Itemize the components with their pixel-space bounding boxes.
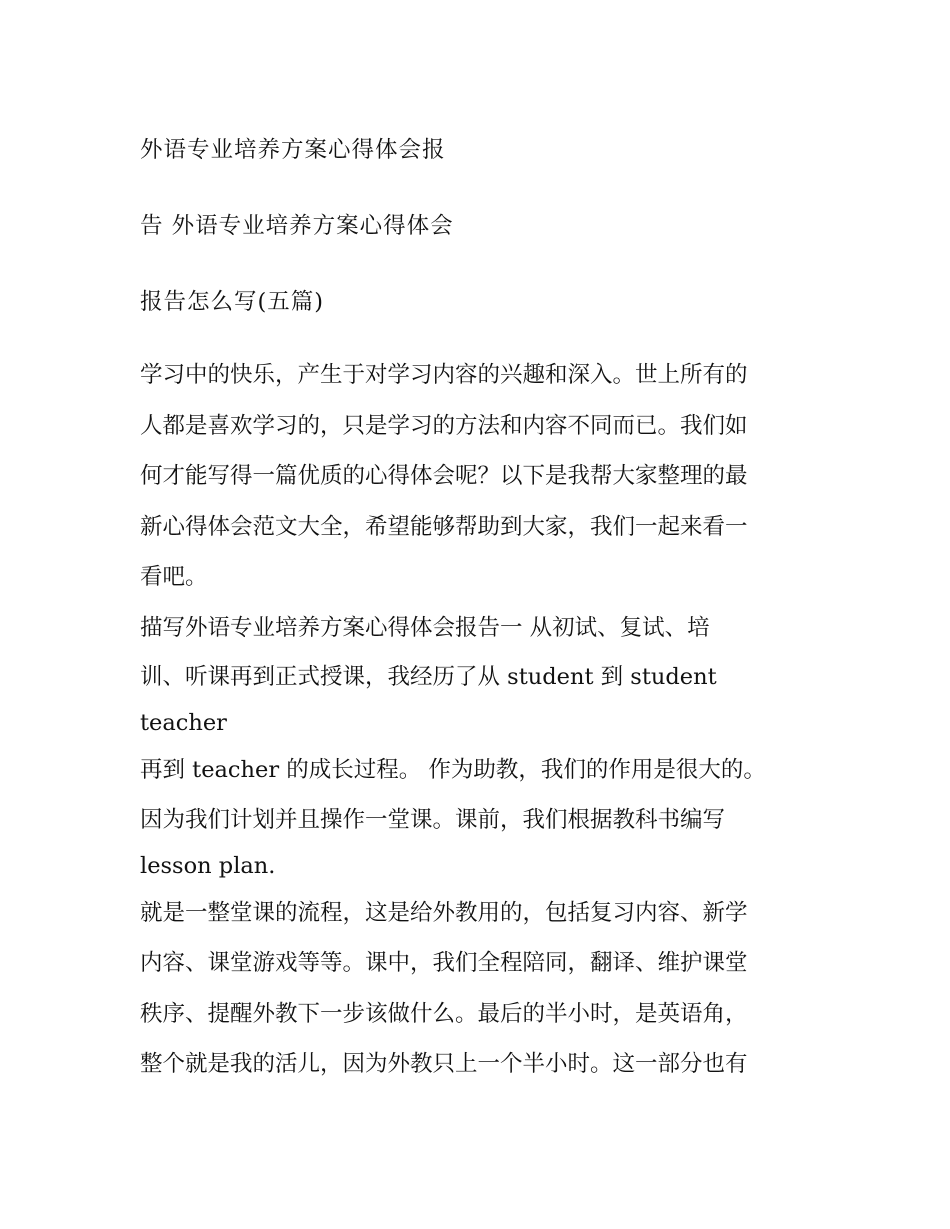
text-line: 看吧。 [140,564,208,590]
text-line: 就是一整堂课的流程，这是给外教用的，包括复习内容、新学 [140,899,748,926]
text-line: 秩序、提醒外教下一步该做什么。最后的半小时，是英语角， [140,1000,748,1027]
text-line: 因为我们计划并且操作一堂课。课前，我们根据教科书编写 [140,806,726,833]
text-line: 人都是喜欢学习的，只是学习的方法和内容不同而已。我们如 [140,412,748,439]
document-page [140,112,812,1090]
title-line: 告 外语专业培养方案心得体会 [140,213,454,239]
text-line: 学习中的快乐，产生于对学习内容的兴趣和深入。世上所有的 [140,362,748,388]
text-line: 何才能写得一篇优质的心得体会呢？以下是我帮大家整理的最 [140,463,748,489]
text-line: 整个就是我的活儿，因为外教只上一个半小时。这一部分也有 [140,1051,748,1077]
title-line: 外语专业培养方案心得体会报 [140,137,446,163]
section-three-paragraph [140,888,812,1090]
text-line: teacher [140,710,227,736]
section-one-paragraph [140,603,812,746]
text-line: lesson plan. [140,852,276,879]
text-line: 内容、课堂游戏等等。课中，我们全程陪同，翻译、维护课堂 [140,950,748,976]
text-line: 描写外语专业培养方案心得体会报告一 从初试、复试、培 [140,614,710,641]
section-two-paragraph [140,745,812,888]
text-line: 新心得体会范文大全，希望能够帮助到大家，我们一起来看一 [140,513,748,540]
title-line: 报告怎么写(五篇) [140,289,325,315]
text-line: 再到 teacher 的成长过程。 作为助教，我们的作用是很大的。 [140,757,766,783]
text-line: 训、听课再到正式授课，我经历了从 student 到 student [140,664,717,690]
intro-paragraph [140,350,812,603]
document-title [140,112,812,340]
